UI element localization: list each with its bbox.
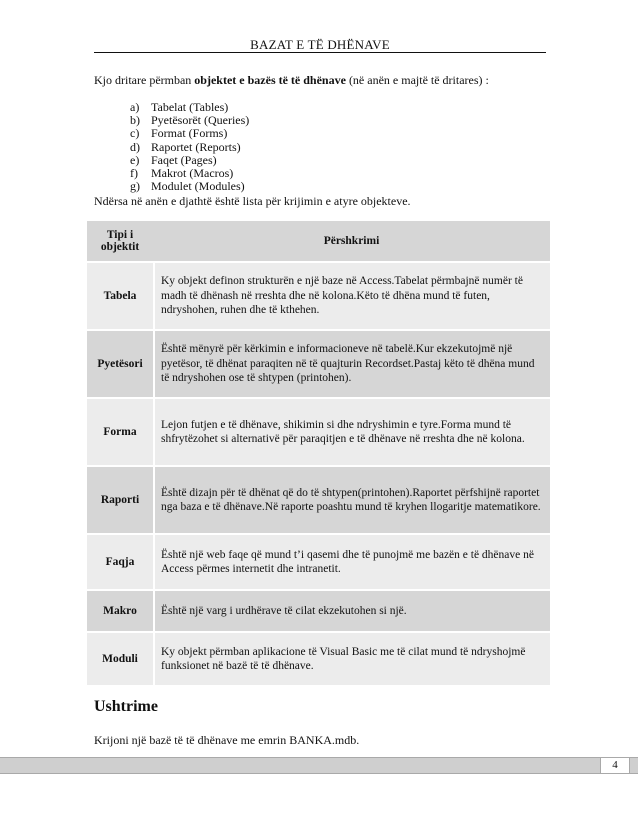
column-header-description: Përshkrimi <box>153 221 550 261</box>
cell-object-type: Tabela <box>87 263 153 329</box>
list-item-text: Raportet (Reports) <box>151 139 241 154</box>
intro-text-before: Kjo dritare përmban <box>94 73 195 87</box>
section-heading: Ushtrime <box>94 698 158 715</box>
list-item <box>130 127 249 140</box>
header-rule <box>94 52 546 53</box>
list-marker: a) <box>130 100 140 114</box>
list-marker: c) <box>130 126 140 141</box>
cell-object-type: Moduli <box>87 633 153 685</box>
running-header-title: BAZAT E TË DHËNAVE <box>250 37 390 52</box>
list-item-text: Makrot (Macros) <box>151 166 234 181</box>
cell-object-type: Raporti <box>87 467 153 533</box>
list-marker: e) <box>130 152 140 167</box>
table-row <box>87 331 550 397</box>
list-item-text: Pyetësorët (Queries) <box>151 113 250 128</box>
cell-object-description: Është mënyrë për kërkimin e informacioneve në tabelë.Kur ekzekutojmë një pyetësor, të dhënat paraqiten në të quajturin Recordset.Pastaj këto të dhëna mund të ndryshohen ose të shtypen (printohen). <box>153 331 550 397</box>
list-item <box>130 141 249 154</box>
intro-text-bold: objektet e bazës të të dhënave <box>194 73 346 87</box>
list-item-text: Tabelat (Tables) <box>151 100 229 114</box>
exercise-paragraph: Krijoni një bazë të të dhënave me emrin BANKA.mdb. <box>94 733 360 747</box>
cell-object-type: Forma <box>87 399 153 465</box>
table-row <box>87 263 550 329</box>
cell-object-description: Ky objekt definon strukturën e një baze në Access.Tabelat përmbajnë numër të madh të dhënash në rreshta dhe në kolona.Këto të dhëna mund të futen, ndryshohen, ruhen dhe të kthehen. <box>153 263 550 329</box>
cell-object-type: Faqja <box>87 535 153 589</box>
list-marker: f) <box>130 166 138 181</box>
column-header-type: Tipi i objektit <box>87 221 153 261</box>
footer-bar <box>0 757 638 774</box>
cell-object-description: Është dizajn për të dhënat që do të shtypen(printohen).Raportet përfshijnë raportet nga baza e të dhënave.Në raporte poashtu mund të kryhen llogaritje matematikore. <box>153 467 550 533</box>
page-number: 4 <box>600 758 630 773</box>
list-marker: g) <box>130 179 140 194</box>
cell-object-description: Është një web faqe që mund t’i qasemi dhe të punojmë me bazën e të dhënave në Access përmes internetit dhe intranetit. <box>153 535 550 589</box>
cell-object-description: Lejon futjen e të dhënave, shikimin si dhe ndryshimin e tyre.Forma mund të shfrytëzohet si alternativë për paraqitjen e të dhënave në rreshta dhe në kolona. <box>153 399 550 465</box>
cell-object-description: Ky objekt përmban aplikacione të Visual Basic me të cilat mund të ndryshojmë funksionet në bazë të të dhënave. <box>153 633 550 685</box>
table-row <box>87 591 550 631</box>
table-row <box>87 467 550 533</box>
list-item-text: Format (Forms) <box>151 126 228 141</box>
table-header-row <box>87 221 550 261</box>
intro-paragraph <box>94 73 554 87</box>
objects-table <box>87 219 550 687</box>
table-row <box>87 399 550 465</box>
table-row <box>87 535 550 589</box>
cell-object-type: Pyetësori <box>87 331 153 397</box>
list-item-text: Modulet (Modules) <box>151 179 245 194</box>
cell-object-description: Është një varg i urdhërave të cilat ekzekutohen si një. <box>153 591 550 631</box>
table-row <box>87 633 550 685</box>
intro-text-after: (në anën e majtë të dritares) : <box>345 73 489 87</box>
cell-object-type: Makro <box>87 591 153 631</box>
list-marker: d) <box>130 139 140 154</box>
list-item <box>130 180 249 193</box>
list-marker: b) <box>130 113 140 128</box>
list-item-text: Faqet (Pages) <box>151 152 217 167</box>
object-list <box>130 101 249 193</box>
note-paragraph: Ndërsa në anën e djathtë është lista për krijimin e atyre objekteve. <box>94 194 411 208</box>
